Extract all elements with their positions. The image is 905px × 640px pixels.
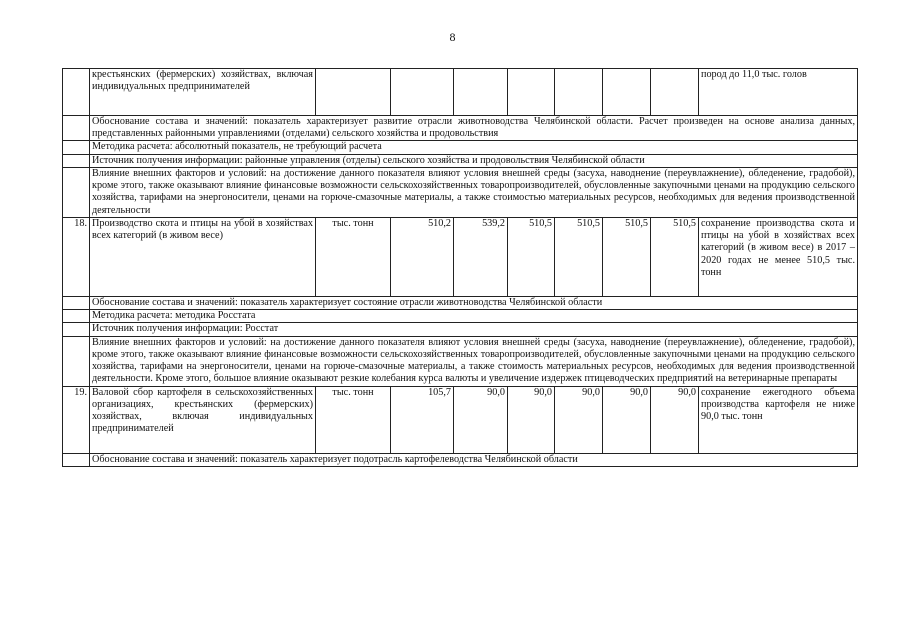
indicators-table xyxy=(62,68,858,467)
indicator-value: 90,0 xyxy=(555,386,603,453)
note-rationale: Обоснование состава и значений: показатель характеризует подотрасль картофелеводства Челябинской области xyxy=(90,453,858,466)
indicator-value xyxy=(555,69,603,116)
indicator-value: 90,0 xyxy=(603,386,651,453)
note-external-factors: Влияние внешних факторов и условий: на достижение данного показателя влияют условия внешней среды (засуха, наводнение (переувлажнение), обледенение, градобой), кроме этого, также оказывают влияние финансовые возможности сельскохозяйственных товаропроизводителей, обусловленные закупочными ценами на продукцию сельского хозяйства, тарифами на энергоносители, ценами на горюче-смазочные материалы, а также стоимостью материальных ресурсов, необходимых для ведения производственной деятельности xyxy=(90,167,858,217)
indicator-value xyxy=(603,69,651,116)
indicator-unit: тыс. тонн xyxy=(316,217,391,296)
table-row xyxy=(63,323,858,336)
indicator-value xyxy=(651,69,699,116)
empty-cell xyxy=(63,310,90,323)
indicator-unit: тыс. тонн xyxy=(316,386,391,453)
empty-cell xyxy=(63,116,90,141)
table-row xyxy=(63,453,858,466)
empty-cell xyxy=(63,296,90,309)
indicator-value: 539,2 xyxy=(454,217,508,296)
indicator-value xyxy=(391,69,454,116)
table-row xyxy=(63,386,858,453)
note-source: Источник получения информации: Росстат xyxy=(90,323,858,336)
indicator-value: 510,5 xyxy=(651,217,699,296)
note-method: Методика расчета: методика Росстата xyxy=(90,310,858,323)
empty-cell xyxy=(63,141,90,154)
empty-cell xyxy=(63,453,90,466)
table-row xyxy=(63,310,858,323)
indicator-value xyxy=(454,69,508,116)
indicator-number xyxy=(63,69,90,116)
note-method: Методика расчета: абсолютный показатель, не требующий расчета xyxy=(90,141,858,154)
table-row xyxy=(63,167,858,217)
table-row xyxy=(63,69,858,116)
table-row xyxy=(63,296,858,309)
table-row xyxy=(63,217,858,296)
empty-cell xyxy=(63,336,90,386)
table-row xyxy=(63,154,858,167)
indicator-value: 90,0 xyxy=(651,386,699,453)
indicator-value: 510,5 xyxy=(555,217,603,296)
note-external-factors: Влияние внешних факторов и условий: на достижение данного показателя влияют условия внешней среды (засуха, наводнение (переувлажнение), обледенение, градобой), кроме этого, также оказывают влияние финансовые возможности сельскохозяйственных товаропроизводителей, обусловленные закупочными ценами на продукцию сельского хозяйства, тарифами на энергоносители, ценами на горюче-смазочные материалы, а также стоимость материальных ресурсов, необходимых для ведения производственной деятельности. Кроме этого, большое влияние оказывают резкие колебания курса валюты и увеличение издержек птицеводческих предприятий на ветеринарные препараты xyxy=(90,336,858,386)
indicator-value: 510,2 xyxy=(391,217,454,296)
table-row xyxy=(63,336,858,386)
empty-cell xyxy=(63,167,90,217)
table-row xyxy=(63,116,858,141)
indicator-name: крестьянских (фермерских) хозяйствах, включая индивидуальных предпринимателей xyxy=(90,69,316,116)
indicator-name: Производство скота и птицы на убой в хозяйствах всех категорий (в живом весе) xyxy=(90,217,316,296)
table-row xyxy=(63,141,858,154)
indicator-value: 90,0 xyxy=(508,386,555,453)
note-source: Источник получения информации: районные управления (отделы) сельского хозяйства и продовольствия Челябинской области xyxy=(90,154,858,167)
indicator-unit xyxy=(316,69,391,116)
empty-cell xyxy=(63,154,90,167)
note-rationale: Обоснование состава и значений: показатель характеризует развитие отрасли животноводства Челябинской области. Расчет произведен на основе анализа данных, представленных районными управлениями (отделами) сельского хозяйства и продовольствия xyxy=(90,116,858,141)
indicator-value: 105,7 xyxy=(391,386,454,453)
indicator-name: Валовой сбор картофеля в сельскохозяйственных организациях, крестьянских (фермерских) хозяйствах, включая индивидуальных предпринимателей xyxy=(90,386,316,453)
indicator-number: 19. xyxy=(63,386,90,453)
indicator-number: 18. xyxy=(63,217,90,296)
indicator-target: сохранение ежегодного объема производства картофеля не ниже 90,0 тыс. тонн xyxy=(699,386,858,453)
indicator-target: пород до 11,0 тыс. голов xyxy=(699,69,858,116)
note-rationale: Обоснование состава и значений: показатель характеризует состояние отрасли животноводства Челябинской области xyxy=(90,296,858,309)
indicator-value: 90,0 xyxy=(454,386,508,453)
empty-cell xyxy=(63,323,90,336)
indicator-value xyxy=(508,69,555,116)
indicator-value: 510,5 xyxy=(508,217,555,296)
indicator-value: 510,5 xyxy=(603,217,651,296)
indicator-target: сохранение производства скота и птицы на убой в хозяйствах всех категорий (в живом весе) в 2017 – 2020 годах не менее 510,5 тыс. тонн xyxy=(699,217,858,296)
page-number: 8 xyxy=(449,30,456,44)
